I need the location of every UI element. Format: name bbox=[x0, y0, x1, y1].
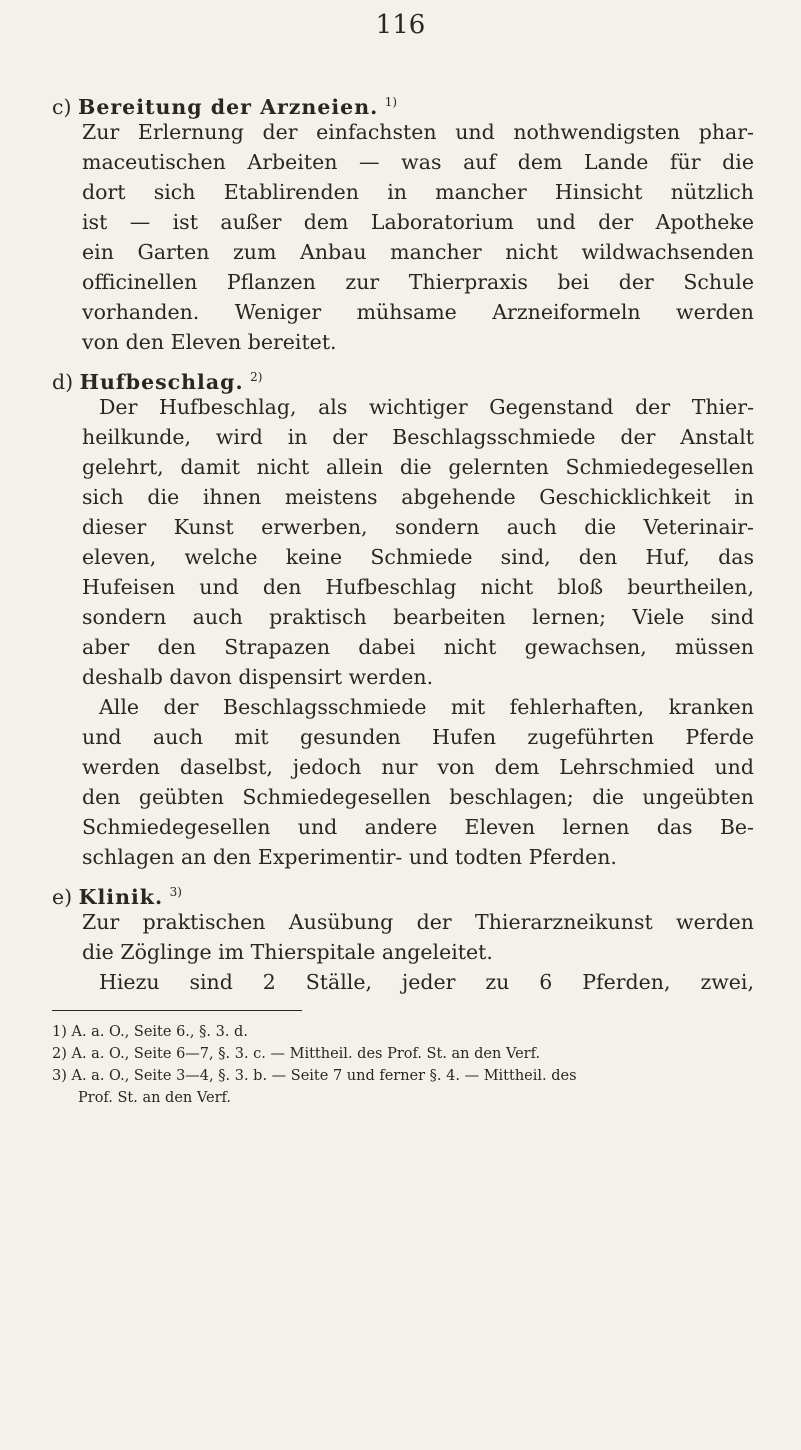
section-d-footnote-ref: 2) bbox=[250, 370, 263, 384]
section-e-footnote-ref: 3) bbox=[169, 885, 182, 899]
section-d-line: eleven, welche keine Schmiede sind, den Huf, das bbox=[82, 545, 754, 569]
section-d-title: Hufbeschlag. bbox=[79, 369, 244, 394]
section-d-line: gelehrt, damit nicht allein die gelernten Schmiedegesellen bbox=[82, 455, 754, 479]
section-c-line: officinellen Pflanzen zur Thierpraxis bei der Schule bbox=[82, 270, 754, 294]
section-e-line: Zur praktischen Ausübung der Thierarzneikunst werden bbox=[82, 910, 754, 934]
page-number: 116 bbox=[375, 10, 426, 40]
footnote: Prof. St. an den Verf. bbox=[78, 1090, 231, 1106]
footnote-rule bbox=[52, 1010, 302, 1011]
section-d-line: den geübten Schmiedegesellen beschlagen; die ungeübten bbox=[82, 785, 754, 809]
section-c-line: ein Garten zum Anbau mancher nicht wildwachsenden bbox=[82, 240, 754, 264]
section-c-footnote-ref: 1) bbox=[384, 95, 398, 109]
section-c-line: vorhanden. Weniger mühsame Arzneiformeln werden bbox=[82, 300, 754, 324]
section-c-line: Zur Erlernung der einfachsten und nothwendigsten phar- bbox=[82, 120, 754, 144]
section-d-line: aber den Strapazen dabei nicht gewachsen, müssen bbox=[82, 635, 754, 659]
section-c-line: ist — ist außer dem Laboratorium und der Apotheke bbox=[82, 210, 754, 234]
footnote: 1) A. a. O., Seite 6., §. 3. d. bbox=[52, 1024, 248, 1040]
section-d-line: Alle der Beschlagsschmiede mit fehlerhaften, kranken bbox=[99, 695, 754, 719]
footnote: 2) A. a. O., Seite 6—7, §. 3. c. — Mittheil. des Prof. St. an den Verf. bbox=[52, 1046, 541, 1062]
section-d-line: deshalb davon dispensirt werden. bbox=[82, 665, 434, 689]
section-d-line: und auch mit gesunden Hufen zugeführten Pferde bbox=[82, 725, 754, 749]
section-e-line: Hiezu sind 2 Ställe, jeder zu 6 Pferden, zwei, bbox=[99, 970, 754, 994]
section-c-line: von den Eleven bereitet. bbox=[82, 330, 337, 354]
section-c-line: dort sich Etablirenden in mancher Hinsicht nützlich bbox=[82, 180, 754, 204]
section-d-line: sich die ihnen meistens abgehende Geschicklichkeit in bbox=[82, 485, 754, 509]
section-c-title: Bereitung der Arzneien. bbox=[78, 94, 379, 119]
section-c-marker: c) bbox=[52, 94, 72, 119]
section-d-line: sondern auch praktisch bearbeiten lernen; Viele sind bbox=[82, 605, 754, 629]
section-d-line: Der Hufbeschlag, als wichtiger Gegenstand der Thier- bbox=[99, 395, 754, 419]
footnote: 3) A. a. O., Seite 3—4, §. 3. b. — Seite 7 und ferner §. 4. — Mittheil. des bbox=[52, 1068, 577, 1084]
section-d-line: dieser Kunst erwerben, sondern auch die Veterinair- bbox=[82, 515, 754, 539]
section-e-marker: e) bbox=[52, 884, 73, 909]
section-e-line: die Zöglinge im Thierspitale angeleitet. bbox=[82, 940, 493, 964]
section-c-line: maceutischen Arbeiten — was auf dem Lande für die bbox=[82, 150, 754, 174]
section-d-line: heilkunde, wird in der Beschlagsschmiede der Anstalt bbox=[82, 425, 754, 449]
section-d-line: werden daselbst, jedoch nur von dem Lehrschmied und bbox=[82, 755, 754, 779]
section-e-title: Klinik. bbox=[78, 884, 164, 909]
section-d-marker: d) bbox=[52, 369, 74, 394]
section-d-line: Schmiedegesellen und andere Eleven lernen das Be- bbox=[82, 815, 754, 839]
section-d-line: schlagen an den Experimentir- und todten Pferden. bbox=[82, 845, 617, 869]
section-d-line: Hufeisen und den Hufbeschlag nicht bloß beurtheilen, bbox=[82, 575, 754, 599]
